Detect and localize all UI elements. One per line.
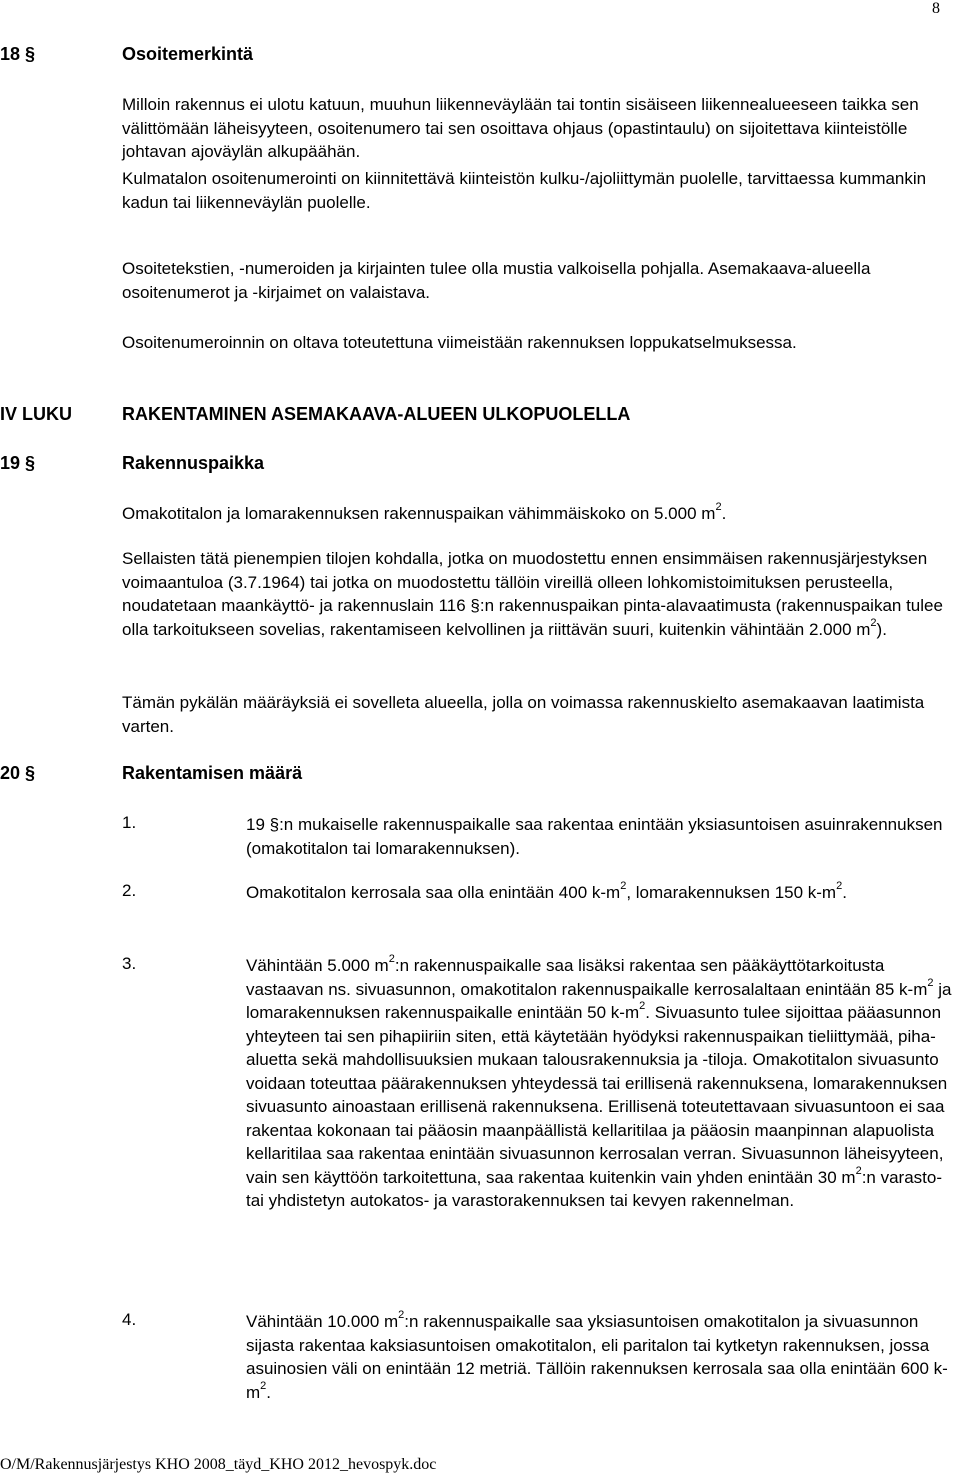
chapter-title: RAKENTAMINEN ASEMAKAAVA-ALUEEN ULKOPUOLELLA	[122, 404, 631, 424]
section-18-number: 18 §	[0, 44, 36, 64]
list-item-1-number: 1.	[122, 813, 137, 832]
section-19-number: 19 §	[0, 453, 36, 473]
section-18-paragraph-4: Osoitenumeroinnin on oltava toteutettuna viimeistään rakennuksen loppukatselmuksessa.	[122, 333, 797, 352]
section-18-title: Osoitemerkintä	[122, 44, 254, 64]
section-18-paragraph-2: Kulmatalon osoitenumerointi on kiinnitettävä kiinteistön kulku-/ajoliittymän puolelle, tarvittaessa kummankin kadun tai liikenneväylän puolelle.	[122, 169, 927, 212]
footer-filename: O/M/Rakennusjärjestys KHO 2008_täyd_KHO 2012_hevospyk.doc	[0, 1456, 437, 1473]
section-19-paragraph-1: Omakotitalon ja lomarakennuksen rakennuspaikan vähimmäiskoko on 5.000 $m^2$.	[122, 501, 727, 523]
list-item-2-text: Omakotitalon kerrosala saa olla enintään 400 $k-m^2$, lomarakennuksen 150 $k-m^2$.	[246, 880, 847, 902]
section-20-title: Rakentamisen määrä	[122, 763, 303, 783]
section-19-paragraph-2: Sellaisten tätä pienempien tilojen kohdalla, jotka on muodostettu ennen ensimmäisen rakennusjärjestyksen voimaantuloa (3.7.1964) tai jotka on muodostettu tällöin vireillä olleen lohkomistoimituksen perusteella, noudatetaan maankäyttö- ja rakennuslain 116 §:n rakennuspaikan pinta-alavaatimusta (rakennuspaikan tulee olla tarkoitukseen sovelias, rakentamiseen kelvollinen ja riittävän suuri, kuitenkin vähintään 2.000 $m^2$).	[122, 549, 943, 639]
list-item-4-number: 4.	[122, 1310, 137, 1329]
section-18-paragraph-1: Milloin rakennus ei ulotu katuun, muuhun liikenneväylään tai tontin sisäiseen liikennealueeseen taikka sen välittömään läheisyyteen, osoitenumero tai sen osoittava ohjaus (opastintaulu) on sijoitettava kiinteistölle johtavan ajoväylän alkupäähän.	[122, 95, 919, 161]
section-20-number: 20 §	[0, 763, 36, 783]
list-item-4-text: Vähintään 10.000 $m^2:n$ rakennuspaikalle saa yksiasuntoisen omakotitalon ja sivuasunnon sijasta rakentaa kaksiasuntoisen omakotitalon, eli paritalon tai kytketyn rakennuksen, jossa asuinosien väli on enintään 12 metriä. Tällöin rakennuksen kerrosala saa olla enintään 600 $k-m^2$.	[246, 1309, 948, 1402]
section-18-paragraph-3: Osoitetekstien, -numeroiden ja kirjainten tulee olla mustia valkoisella pohjalla. Asemakaava-alueella osoitenumerot ja -kirjaimet on valaistava.	[122, 259, 871, 302]
section-19-paragraph-3: Tämän pykälän määräyksiä ei sovelleta alueella, jolla on voimassa rakennuskielto asemakaavan laatimista varten.	[122, 693, 925, 736]
page-number: 8	[932, 0, 940, 17]
list-item-3-number: 3.	[122, 954, 137, 973]
section-19-title: Rakennuspaikka	[122, 453, 265, 473]
list-item-3-text: Vähintään 5.000 $m^2:n$ rakennuspaikalle saa lisäksi rakentaa sen pääkäyttötarkoitusta vastaavan ns. sivuasunnon, omakotitalon rakennuspaikalle kerrosalaltaan enintään 85 $k-m^2$ ja lomarakennuksen rakennuspaikalle enintään 50 $k-m^2$. Sivuasunto tulee sijoittaa pääasunnon yhteyteen tai sen pihapiiriin siten, että käytetään hyödyksi rakennuspaikan tieliittymää, piha-aluetta sekä mahdollisuuksien mukaan talousrakennuksia ja -tiloja. Omakotitalon sivuasunto voidaan toteuttaa päärakennuksen yhteydessä tai erillisenä rakennuksena, lomarakennuksen sivuasunto ainoastaan erillisenä rakennuksena. Erillisenä toteutettavaan sivuasuntoon ei saa rakentaa kokonaan tai pääosin maanpäällistä kellaritilaa ja pääosin maanpinnan alapuolista kellaritilaa saa rakentaa enintään sivuasunnon kerrosalan verran. Sivuasunnon läheisyyteen, vain sen käyttöön tarkoitettuna, saa rakentaa kuitenkin vain yhden enintään 30 $m^2:n$ varasto- tai yhdistetyn autokatos- ja varastorakennuksen tai kevyen rakennelman.	[246, 953, 952, 1210]
list-item-2-number: 2.	[122, 881, 137, 900]
list-item-1-text: 19 §:n mukaiselle rakennuspaikalle saa rakentaa enintään yksiasuntoisen asuinrakennuksen (omakotitalon tai lomarakennuksen).	[246, 815, 943, 858]
chapter-number: IV LUKU	[0, 404, 72, 424]
